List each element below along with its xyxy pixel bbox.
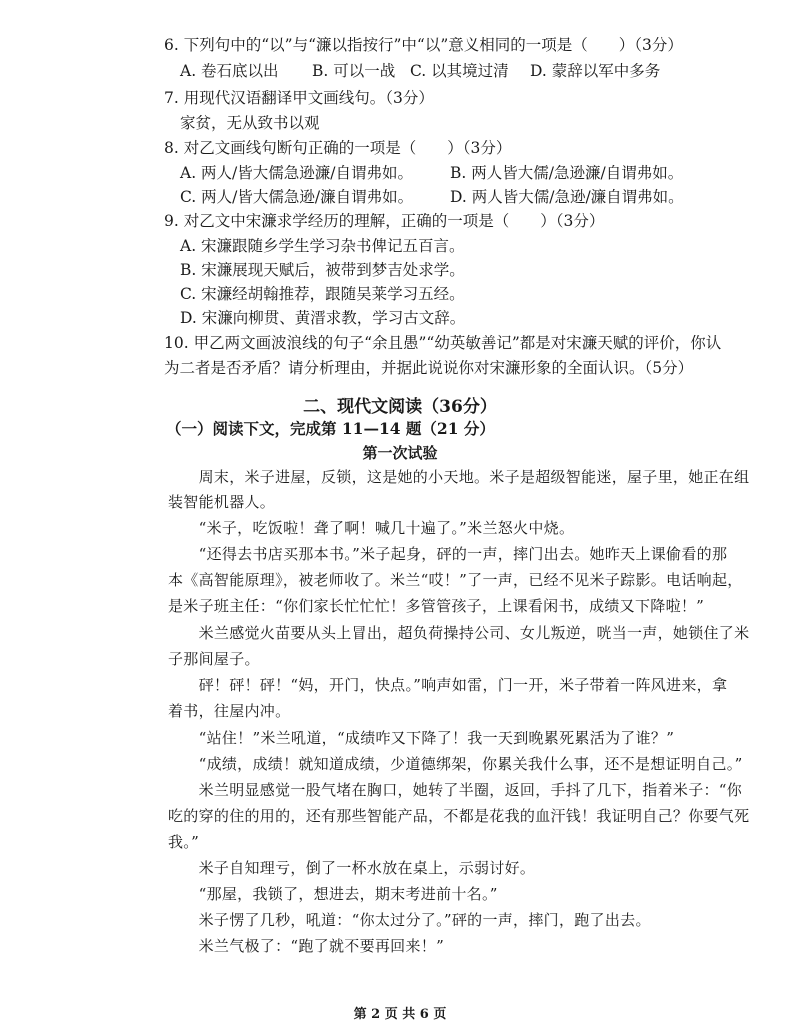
story-line: 吃的穿的住的用的，还有那些智能产品，不都是花我的血汗钱！我证明自己？你要气死 — [168, 807, 750, 825]
story-line: 是米子班主任：“你们家长忙忙忙！多管管孩子，上课看闲书，成绩又下降啦！” — [168, 597, 705, 615]
question-7-stem: 7. 用现代汉语翻译甲文画线句。（3分） — [164, 89, 434, 107]
question-8-option-b: B. 两人皆大儒/急逊濂/自谓弗如。 — [450, 164, 684, 182]
question-10-line-2: 为二者是否矛盾？请分析理由，并据此说说你对宋濂形象的全面认识。（5分） — [164, 359, 694, 377]
story-line: 本《高智能原理》，被老师收了。米兰“哎！”了一声，已经不见米子踪影。电话响起， — [168, 571, 743, 589]
question-6-option-c: C. 以其境过清 — [410, 62, 509, 80]
page-number: 第 2 页 共 6 页 — [353, 1007, 447, 1022]
question-10-line-1: 10. 甲乙两文画波浪线的句子“余且愚”“幼英敏善记”都是对宋濂天赋的评价，你认 — [164, 334, 722, 352]
story-line: “米子，吃饭啦！聋了啊！喊几十遍了。”米兰怒火中烧。 — [168, 519, 575, 537]
story-line: 米兰气极了：“跑了就不要再回来！” — [168, 937, 445, 955]
story-line: “还得去书店买那本书。”米子起身，砰的一声，摔门出去。她昨天上课偷看的那 — [168, 545, 728, 563]
question-9-option-b: B. 宋濂展现天赋后，被带到梦吉处求学。 — [180, 261, 465, 279]
story-line: “站住！”米兰吼道，“成绩咋又下降了！我一天到晚累死累活为了谁？” — [168, 729, 675, 747]
question-7-quote: 家贫，无从致书以观 — [180, 114, 320, 132]
story-line: 砰！砰！砰！“妈，开门，快点。”响声如雷，门一开，米子带着一阵风进来，拿 — [168, 676, 728, 694]
question-9-option-c: C. 宋濂经胡翰推荐，跟随吴莱学习五经。 — [180, 285, 465, 303]
question-9-stem: 9. 对乙文中宋濂求学经历的理解，正确的一项是（ ）（3分） — [164, 212, 605, 230]
story-line: 周末，米子进屋，反锁，这是她的小天地。米子是超级智能迷，屋子里，她正在组 — [168, 468, 750, 486]
question-8-option-c: C. 两人/皆大儒急逊/濂自谓弗如。 — [180, 188, 414, 206]
question-6-option-a: A. 卷石底以出 — [180, 62, 279, 80]
story-line: 子那间屋子。 — [168, 650, 260, 668]
story-line: 着书，往屋内冲。 — [168, 702, 291, 720]
section-title: 二、现代文阅读（36分） — [303, 397, 497, 417]
story-line: 米兰明显感觉一股气堵在胸口，她转了半圈，返回，手抖了几下，指着米子：“你 — [168, 781, 743, 799]
story-title: 第一次试验 — [362, 444, 438, 462]
question-6-option-d: D. 蒙辞以军中多务 — [530, 62, 661, 80]
story-line: 米子自知理亏，倒了一杯水放在桌上，示弱讨好。 — [168, 859, 536, 877]
story-line: 我。” — [168, 833, 200, 851]
question-9-option-a: A. 宋濂跟随乡学生学习杂书俾记五百言。 — [180, 237, 465, 255]
story-line: “成绩，成绩！就知道成绩，少道德绑架，你累关我什么事，还不是想证明自己。” — [168, 755, 743, 773]
story-line: 装智能机器人。 — [168, 493, 276, 511]
question-6-stem: 6. 下列句中的“以”与“濂以指按行”中“以”意义相同的一项是（ ）（3分） — [164, 36, 683, 54]
question-8-stem: 8. 对乙文画线句断句正确的一项是（ ）（3分） — [164, 139, 512, 157]
question-8-option-d: D. 两人皆大儒/急逊/濂自谓弗如。 — [450, 188, 684, 206]
story-line: 米子愣了几秒，吼道：“你太过分了。”砰的一声，摔门，跑了出去。 — [168, 911, 651, 929]
story-line: “那屋，我锁了，想进去，期末考进前十名。” — [168, 885, 498, 903]
question-6-option-b: B. 可以一战 — [312, 62, 396, 80]
question-8-option-a: A. 两人/皆大儒急逊濂/自谓弗如。 — [180, 164, 413, 182]
story-line: 米兰感觉火苗要从头上冒出，超负荷操持公司、女儿叛逆，咣当一声，她锁住了米 — [168, 624, 750, 642]
question-9-option-d: D. 宋濂向柳贯、黄溍求教，学习古文辞。 — [180, 309, 466, 327]
section-subtitle: （一）阅读下文，完成第 11—14 题（21 分） — [166, 419, 495, 438]
